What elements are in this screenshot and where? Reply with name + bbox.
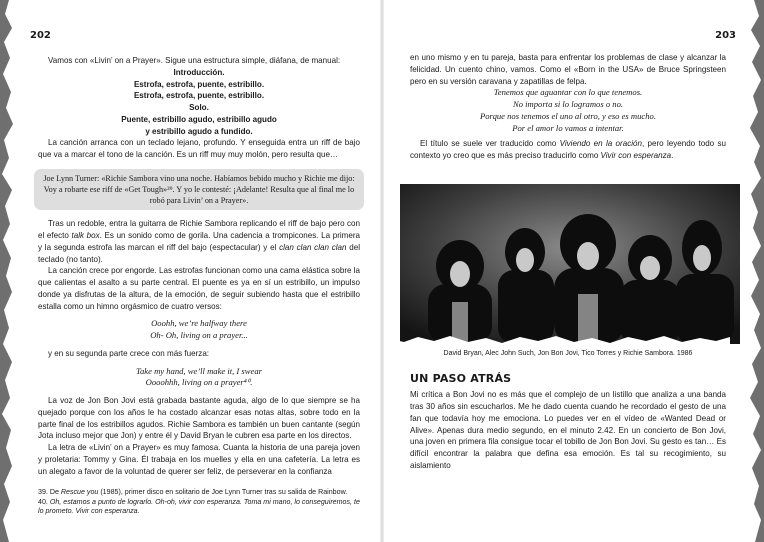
text-run: 40. bbox=[38, 497, 50, 506]
text-run: . bbox=[671, 151, 674, 160]
band-photo-image bbox=[400, 184, 740, 344]
paragraph: Mi crítica a Bon Jovi no es más que el complejo de un listillo que analiza a una banda tras 30 años sin escucharlos. Me he dado cuenta cuando he recordado el gesto de una fan que todavía hoy me emociona. Lo puedes ver en el vídeo de «Wanted Dead or Alive». Apenas dura medio segundo, en el minuto 2.42. En un concierto de Bon Jovi, una joven en primera fila consigue tocar el tobillo de Jon Bon Jovi. Su gesto es tan… Es difícil encontrar la palabra que defina esa emoción. Es tal su recogimiento, su aislamiento bbox=[410, 390, 726, 470]
torn-paper-edge-right bbox=[742, 0, 764, 542]
lyric-line: Oh- Oh, living on a prayer... bbox=[150, 330, 248, 341]
text-run: Rescue you bbox=[60, 488, 99, 496]
quote-box bbox=[34, 169, 364, 211]
text-run: Viviendo en la oración bbox=[559, 139, 642, 149]
footnote-39 bbox=[38, 488, 364, 498]
page-number-left: 202 bbox=[30, 30, 51, 41]
intro-paragraph: Vamos con «Livin’ on a Prayer». Sigue una estructura simple, diáfana, de manual: bbox=[48, 56, 341, 65]
lyric-line: Ooohh, we’re halfway there bbox=[151, 318, 247, 329]
structure-line: Puente, estribillo agudo, estribillo agudo bbox=[121, 114, 277, 124]
text-run: 39. De bbox=[38, 488, 61, 496]
paragraph: La canción crece por engorde. Las estrofas funcionan como una cama elástica sobre la que calientas el asalto a su parte central. El puente es ya en sí un estribillo, un impulso donde ya disfrutas de la altura, de la emoción, de seguir subiendo hasta que el estribillo estalla como un himno orgásmico de cuatro versos: bbox=[38, 266, 360, 311]
translation-line: Porque nos tenemos el uno al otro, y eso es mucho. bbox=[480, 110, 656, 121]
text-run: . Es un sonido como de gorila. Una cadencia a trompicones. La primera y la segunda estrofa las marcan el riff del bajo (espectacular) y el bbox=[38, 231, 361, 252]
text-run: Vivir con esperanza bbox=[600, 151, 672, 160]
paragraph bbox=[410, 138, 726, 162]
band-photo bbox=[400, 184, 740, 344]
lyrics-translation bbox=[410, 87, 726, 134]
quote-text: Joe Lynn Turner: «Richie Sambora vino una noche. Habíamos bebido mucho y Richie me dijo: Voy a robarte ese riff de «Get Tough»³⁹. Y yo le contesté: ¡Adelante! Resulta que al final me lo robó para Livin’ on a Prayer». bbox=[43, 173, 355, 206]
translation-line: Tenemos que aguantar con lo que tenemos. bbox=[493, 87, 643, 98]
text-run: Tras un redoble, entra la guitarra de Richie Sambora replicando el riff de bajo pero con el efecto bbox=[38, 219, 360, 241]
song-structure bbox=[38, 67, 360, 138]
torn-paper-edge-left bbox=[0, 0, 22, 542]
text-run: , pero leyendo todo su contexto yo creo que es más preciso traducirlo como bbox=[410, 139, 726, 160]
translation-line: Por el amor lo vamos a intentar. bbox=[512, 122, 624, 133]
text-run: clan clan clan clan bbox=[279, 242, 347, 252]
footnotes bbox=[38, 488, 364, 517]
paragraph: La letra de «Livin’ on a Prayer» es muy famosa. Cuanta la historia de una pareja joven y proletaria: Tommy y Gina. Él trabaja en los muelles y ella en una cafetería. La letra es un alegato a favor de la voluntad de querer ser feliz, de perseverar en la confianza bbox=[38, 443, 360, 476]
text-run: El título se suele ver traducido como bbox=[420, 139, 560, 149]
photo-caption: David Bryan, Alec John Such, Jon Bon Jovi, Tico Torres y Richie Sambora. 1986 bbox=[443, 349, 693, 357]
paragraph: La canción arranca con un teclado lejano, profundo. Y enseguida entra un riff de bajo que va a marcar el tono de la canción. Es un riff muy muy molón, pero resulta que… bbox=[38, 138, 360, 159]
footnote-40 bbox=[38, 498, 364, 517]
text-run: (1985), primer disco en solitario de Joe Lynn Turner tras su salida de Rainbow. bbox=[98, 488, 348, 496]
paragraph: La voz de Jon Bon Jovi está grabada bastante aguda, algo de lo que siempre se ha quejado porque con los años le ha costado alcanzar esas notas altas, sobre todo en la parte final de los estribillos agudos. Richie Sambora es también un buen cantante (según Jota incluso mejor que Jon) y entre él y David Bryan le cubren esa parte en los directos. bbox=[38, 396, 360, 441]
right-page bbox=[382, 0, 744, 542]
structure-line: Estrofa, estrofa, puente, estribillo. bbox=[133, 79, 265, 89]
lyrics-block bbox=[38, 366, 360, 390]
paragraph: en uno mismo y en tu pareja, basta para enfrentar los problemas de clase y alcanzar la felicidad. Un cuento chino, vamos. Como el «Born in the USA» de Bruce Springsteen pero en su versión caravana y zapatillas de felpa. bbox=[410, 53, 726, 86]
photo-torn-edge bbox=[400, 333, 730, 344]
structure-line: y estribillo agudo a fundido. bbox=[145, 126, 253, 136]
paragraph: y en su segunda parte crece con más fuerza: bbox=[48, 348, 210, 358]
right-page-body bbox=[410, 52, 726, 472]
section-heading: UN PASO ATRÁS bbox=[410, 371, 512, 385]
lyric-line: Oooohhh, living on a prayer⁴⁰. bbox=[145, 377, 253, 388]
paragraph bbox=[38, 218, 360, 265]
structure-line: Estrofa, estrofa, puente, estribillo. bbox=[133, 91, 265, 101]
text-run: Oh, estamos a punto de lograrlo. Oh-oh, vivir con esperanza. Toma mi mano, lo conseguiremos, te lo prometo. Vivir con esperanza. bbox=[38, 497, 360, 516]
lyric-line: Take my hand, we’ll make it, I swear bbox=[136, 365, 262, 376]
lyrics-block bbox=[38, 318, 360, 342]
left-page-body bbox=[38, 55, 360, 477]
structure-line: Introducción. bbox=[173, 67, 225, 77]
structure-line: Solo. bbox=[189, 103, 209, 112]
page-number-right: 203 bbox=[715, 30, 736, 41]
left-page bbox=[20, 0, 382, 542]
text-run: del teclado (no tanto). bbox=[38, 242, 360, 264]
text-run: talk box bbox=[71, 231, 100, 241]
translation-line: No importa si lo logramos o no. bbox=[512, 99, 624, 109]
